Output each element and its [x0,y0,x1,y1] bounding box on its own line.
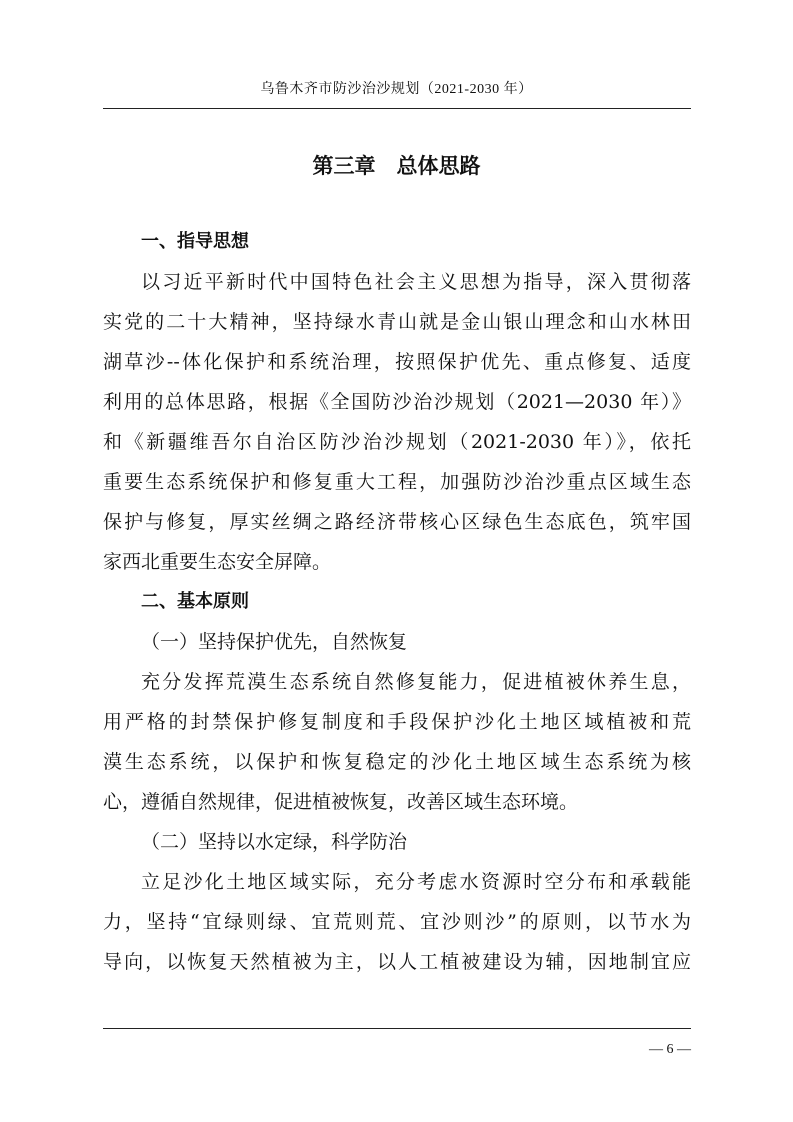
paragraph-line: 充分发挥荒漠生态系统自然修复能力，促进植被休养生息， [141,671,691,693]
paragraph-line: 利用的总体思路，根据《全国防沙治沙规划（2021—2030 年）》 [103,391,691,413]
paragraph-line: 以习近平新时代中国特色社会主义思想为指导，深入贯彻落 [141,271,691,293]
header-divider [103,108,691,109]
page-number: — 6 — [649,1042,691,1057]
paragraph-line: 实党的二十大精神，坚持绿水青山就是金山银山理念和山水林田 [103,311,691,333]
paragraph-line: 家西北重要生态安全屏障。 [103,551,332,573]
section-heading-guiding-ideology: 一、指导思想 [141,231,249,252]
paragraph-line: 和《新疆维吾尔自治区防沙治沙规划（2021-2030 年）》，依托 [103,431,691,453]
running-header: 乌鲁木齐市防沙治沙规划（2021-2030 年） [260,82,533,97]
paragraph-line: 立足沙化土地区域实际，充分考虑水资源时空分布和承载能 [141,871,691,893]
body-text [103,222,691,982]
paragraph-line: 重要生态系统保护和修复重大工程，加强防沙治沙重点区域生态 [103,471,691,493]
chapter-title: 第三章 总体思路 [312,154,481,178]
section-heading-basic-principles: 二、基本原则 [141,591,249,612]
paragraph-line: 漠生态系统，以保护和恢复稳定的沙化土地区域生态系统为核 [103,751,691,773]
paragraph-line: 心，遵循自然规律，促进植被恢复，改善区域生态环境。 [103,791,579,813]
principle-heading-water-based-greening: （二）坚持以水定绿，科学防治 [141,831,408,853]
paragraph-line: 力，坚持“宜绿则绿、宜荒则荒、宜沙则沙”的原则，以节水为 [103,911,691,933]
principle-heading-protection-first: （一）坚持保护优先，自然恢复 [141,631,408,653]
paragraph-line: 湖草沙--体化保护和系统治理，按照保护优先、重点修复、适度 [103,351,691,373]
footer-divider [103,1028,691,1029]
paragraph-line: 保护与修复，厚实丝绸之路经济带核心区绿色生态底色，筑牢国 [103,511,691,533]
paragraph-line: 用严格的封禁保护修复制度和手段保护沙化土地区域植被和荒 [103,711,691,733]
paragraph-line: 导向，以恢复天然植被为主，以人工植被建设为辅，因地制宜应 [103,951,691,973]
